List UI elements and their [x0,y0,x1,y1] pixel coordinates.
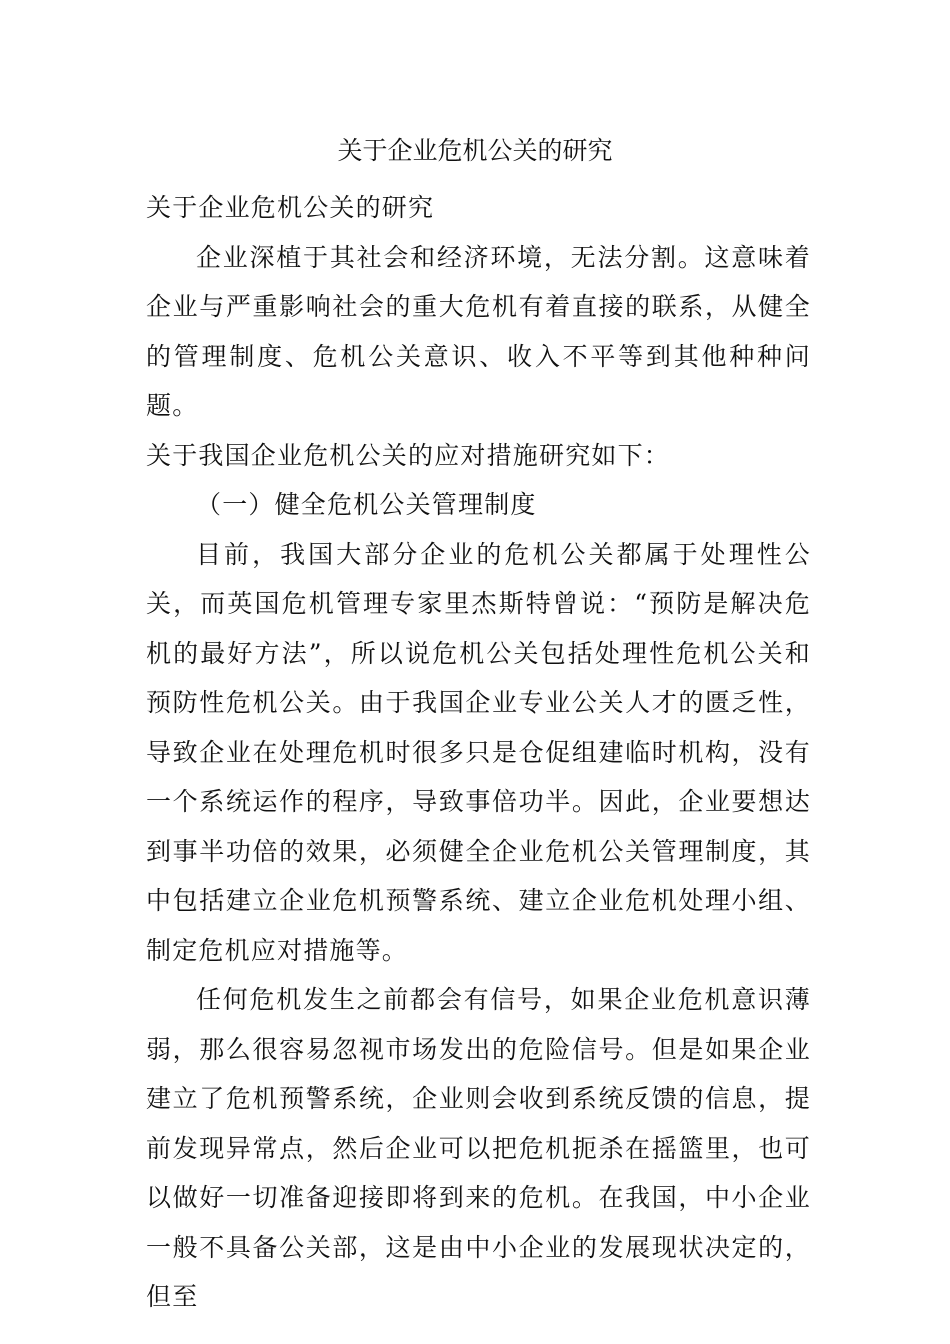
paragraph-lead: 关于我国企业危机公关的应对措施研究如下： [146,440,671,470]
document-body [146,183,811,1322]
section-heading: （一）健全危机公关管理制度 [196,490,537,519]
section-subtitle: 关于企业危机公关的研究 [146,193,435,222]
paragraph-body-1: 目前，我国大部分企业的危机公关都属于处理性公关，而英国危机管理专家里杰斯特曾说：“预防是解决危机的最好方法”，所以说危机公关包括处理性危机公关和预防性危机公关。由于我国企业专业公关人才的匮乏性，导致企业在处理危机时很多只是仓促组建临时机构，没有一个系统运作的程序，导致事倍功半。因此，企业要想达到事半功倍的效果，必须健全企业危机公关管理制度，其中包括建立企业危机预警系统、建立企业危机处理小组、制定危机应对措施等。 [146,539,811,965]
paragraph-body-2: 任何危机发生之前都会有信号，如果企业危机意识薄弱，那么很容易忽视市场发出的危险信号。但是如果企业建立了危机预警系统，企业则会收到系统反馈的信息，提前发现异常点，然后企业可以把危机扼杀在摇篮里，也可以做好一切准备迎接即将到来的危机。在我国，中小企业一般不具备公关部，这是由中小企业的发展现状决定的，但至 [146,985,811,1311]
page-title: 关于企业危机公关的研究 [337,136,613,165]
paragraph-intro: 企业深植于其社会和经济环境，无法分割。这意味着企业与严重影响社会的重大危机有着直接的联系，从健全的管理制度、危机公关意识、收入不平等到其他种种问题。 [146,242,811,420]
